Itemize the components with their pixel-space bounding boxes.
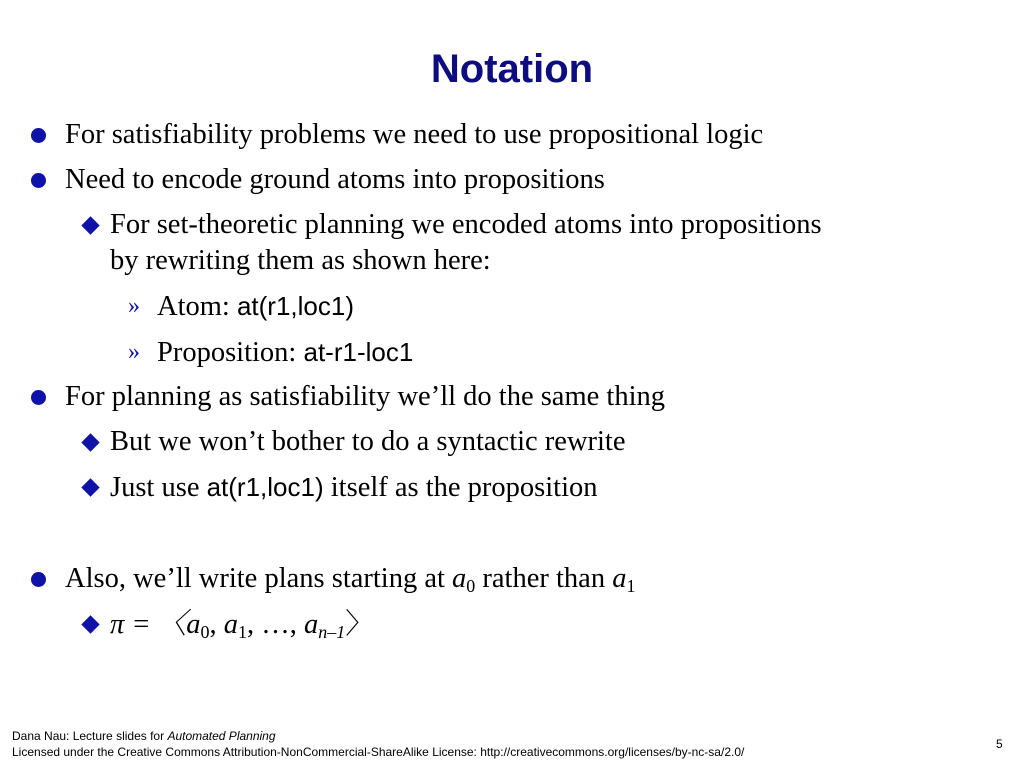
just-use-text: Just use — [110, 472, 200, 503]
diamond-icon — [81, 615, 99, 633]
bullet-2-sub-1-line-2: by rewriting them as shown here: — [110, 245, 491, 276]
itself-text: itself as the proposition — [330, 472, 598, 503]
proposition-line — [157, 334, 413, 371]
atom-code: at(r1,loc1) — [236, 291, 355, 321]
bullet-3-sub-1: But we won’t bother to do a syntactic rewrite — [110, 426, 626, 457]
pi-lhs: π = 〈 — [110, 609, 187, 640]
subscript-0: 0 — [466, 576, 476, 596]
footer-author: Dana Nau: Lecture slides for — [12, 729, 165, 743]
var-a: a — [223, 609, 239, 640]
subscript-1: 1 — [238, 622, 248, 642]
ellipsis: , …, — [247, 609, 297, 640]
bullet-dot-icon — [31, 173, 46, 188]
footer-book: Automated Planning — [167, 729, 276, 743]
bullet-dot-icon — [31, 128, 46, 143]
diamond-icon — [81, 478, 99, 496]
bullet-2-sub-1-line-1: For set-theoretic planning we encoded atoms into propositions — [110, 209, 822, 240]
atom-line — [157, 288, 354, 325]
subscript-n-minus-1: n–1 — [318, 622, 346, 642]
bullet-dot-icon — [31, 572, 46, 587]
page-number: 5 — [996, 737, 1003, 751]
bullet-4-mid: rather than — [482, 563, 606, 594]
diamond-icon — [81, 433, 99, 451]
subscript-1: 1 — [626, 576, 636, 596]
raquo-icon: » — [128, 339, 140, 365]
angle-close: 〉 — [345, 609, 374, 640]
footer-credit — [12, 729, 276, 744]
comma: , — [209, 609, 217, 640]
footer-license: Licensed under the Creative Commons Attribution-NonCommercial-ShareAlike License: http://creativecommons.org/licenses/by-nc-sa/2.0/ — [12, 745, 745, 759]
bullet-4-pre: Also, we’ll write plans starting at — [65, 563, 445, 594]
slide-title: Notation — [430, 47, 594, 91]
var-a: a — [186, 609, 201, 640]
var-a: a — [452, 563, 467, 594]
bullet-dot-icon — [31, 390, 46, 405]
plan-formula — [110, 607, 374, 643]
bullet-1: For satisfiability problems we need to use propositional logic — [65, 119, 764, 150]
proposition-code: at-r1-loc1 — [303, 337, 414, 367]
diamond-icon — [81, 216, 99, 234]
bullet-3-sub-2 — [110, 469, 598, 506]
bullet-3: For planning as satisfiability we’ll do the same thing — [65, 381, 665, 412]
proposition-label: Proposition: — [157, 337, 297, 368]
raquo-icon: » — [128, 293, 140, 319]
bullet-2: Need to encode ground atoms into propositions — [65, 164, 605, 195]
atom-label: Atom: — [157, 291, 230, 322]
atom-code-inline: at(r1,loc1) — [206, 472, 324, 502]
subscript-0: 0 — [200, 622, 210, 642]
bullet-4 — [65, 561, 635, 597]
var-a: a — [304, 609, 319, 640]
var-a: a — [612, 563, 627, 594]
